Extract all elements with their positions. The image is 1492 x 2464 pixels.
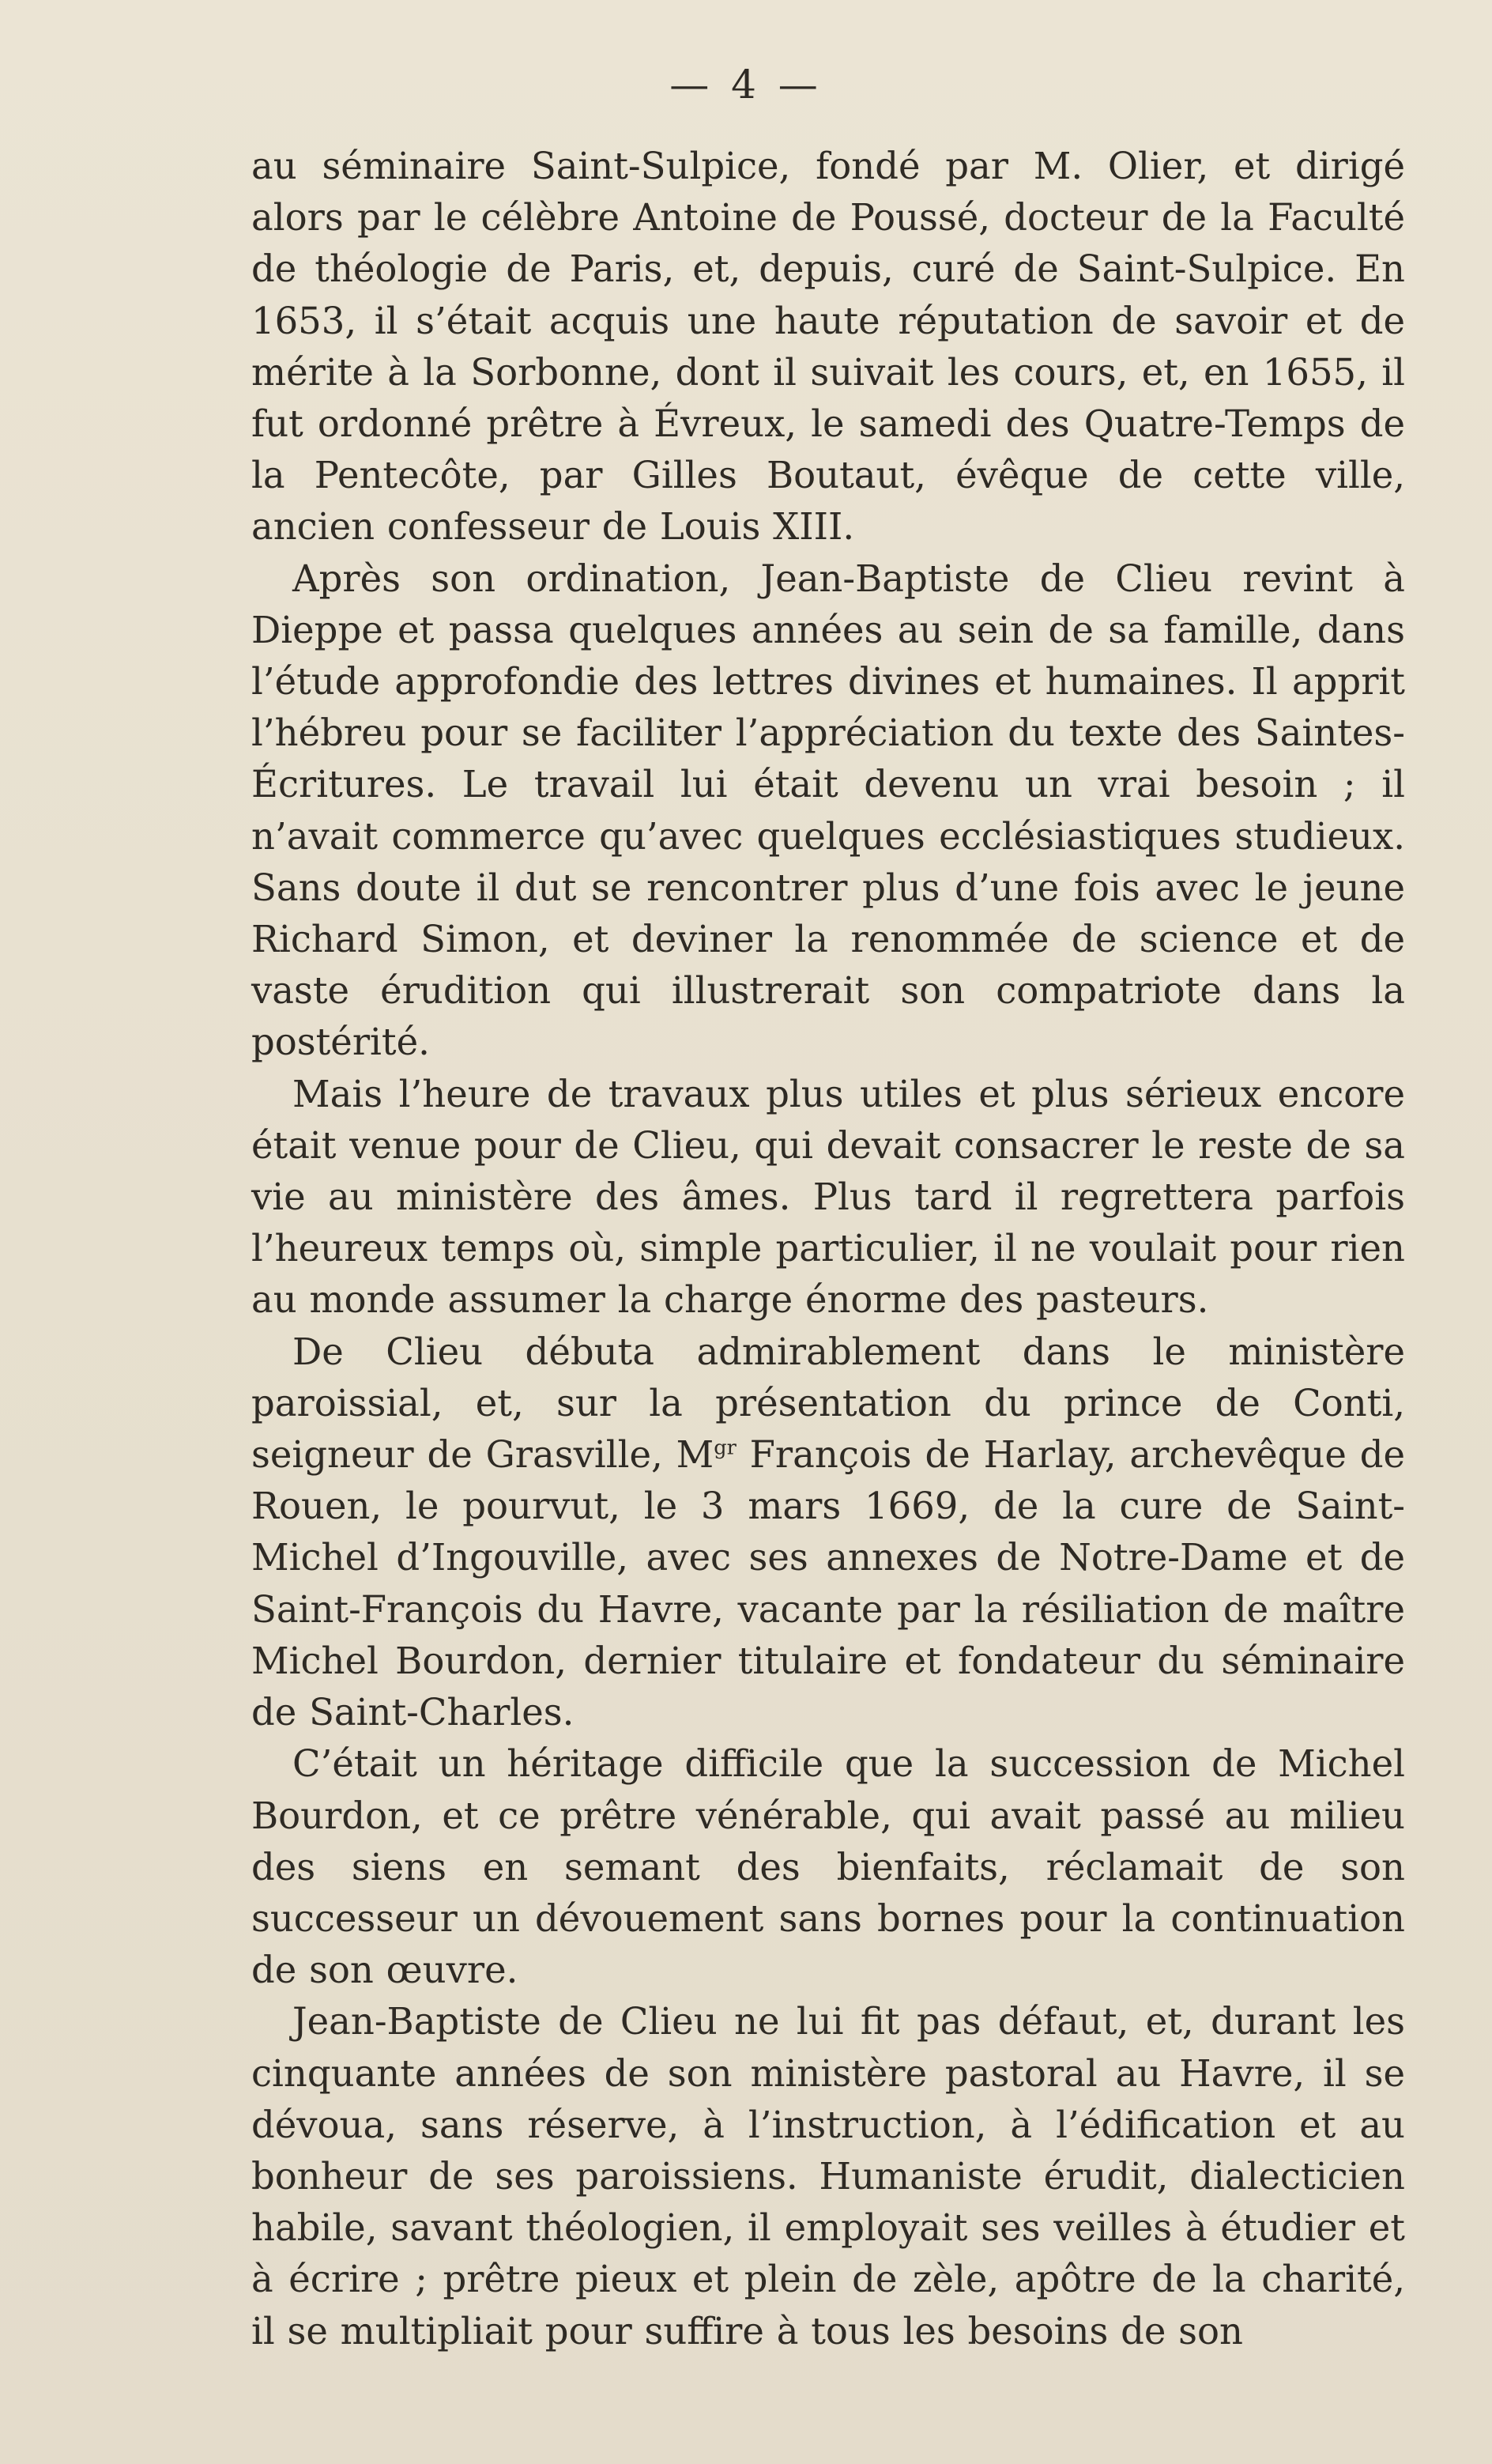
paragraph-5: C’était un héritage difficile que la succession de Michel Bourdon, et ce prêtre vénérable, qui avait passé au milieu des siens en semant des bienfaits, réclamait de son successeur un dévouement sans bornes pour la continuation de son œuvre. (251, 1742, 1405, 1992)
page-number: — 4 — (669, 62, 823, 108)
paragraph-3: Mais l’heure de travaux plus utiles et plus sérieux encore était venue pour de Clieu, qui devait consacrer le reste de sa vie au ministère des âmes. Plus tard il regrettera parfois l’heureux temps où, simple particulier, il ne voulait pour rien au monde assumer la charge énorme des pasteurs. (251, 1072, 1405, 1322)
monseigneur-superscript: gr (714, 1436, 737, 1460)
paragraph-6: Jean-Baptiste de Clieu ne lui fit pas défaut, et, durant les cinquante années de son ministère pastoral au Havre, il se dévoua, sans réserve, à l’instruction, à l’édification et au bonheur de ses paroissiens. Humaniste érudit, dialecticien habile, savant théologien, il employait ses veilles à étudier et à écrire ; prêtre pieux et plein de zèle, apôtre de la charité, il se multipliait pour suffire à tous les besoins de son (251, 2000, 1405, 2353)
paragraph-4 (251, 1326, 1405, 1739)
paragraph-2: Après son ordination, Jean-Baptiste de Clieu revint à Dieppe et passa quelques années au sein de sa famille, dans l’étude approfondie des lettres divines et humaines. Il apprit l’hébreu pour se faciliter l’appréciation du texte des Saintes-Écritures. Le travail lui était devenu un vrai besoin ; il n’avait commerce qu’avec quelques ecclésiastiques studieux. Sans doute il dut se rencontrer plus d’une fois avec le jeune Richard Simon, et deviner la renommée de science et de vaste érudition qui illustrerait son compatriote dans la postérité. (251, 557, 1405, 1064)
paragraph-4-part-1: De Clieu débuta admirablement dans le ministère paroissial, et, sur la présentation du prince de Conti, seigneur de Grasville, M (251, 1330, 1405, 1477)
body-text (251, 141, 1405, 2357)
paragraph-1: au séminaire Saint-Sulpice, fondé par M. Olier, et dirigé alors par le célèbre Antoine de Poussé, docteur de la Faculté de théologie de Paris, et, depuis, curé de Saint-Sulpice. En 1653, il s’était acquis une haute réputation de savoir et de mérite à la Sorbonne, dont il suivait les cours, et, en 1655, il fut ordonné prêtre à Évreux, le samedi des Quatre-Temps de la Pentecôte, par Gilles Boutaut, évêque de cette ville, ancien confesseur de Louis XIII. (251, 145, 1405, 549)
paragraph-4-part-2: François de Harlay, archevêque de Rouen, le pourvut, le 3 mars 1669, de la cure de Saint-Michel d’Ingouville, avec ses annexes de Notre-Dame et de Saint-François du Havre, vacante par la résiliation de maître Michel Bourdon, dernier titulaire et fondateur du séminaire de Saint-Charles. (251, 1433, 1405, 1734)
